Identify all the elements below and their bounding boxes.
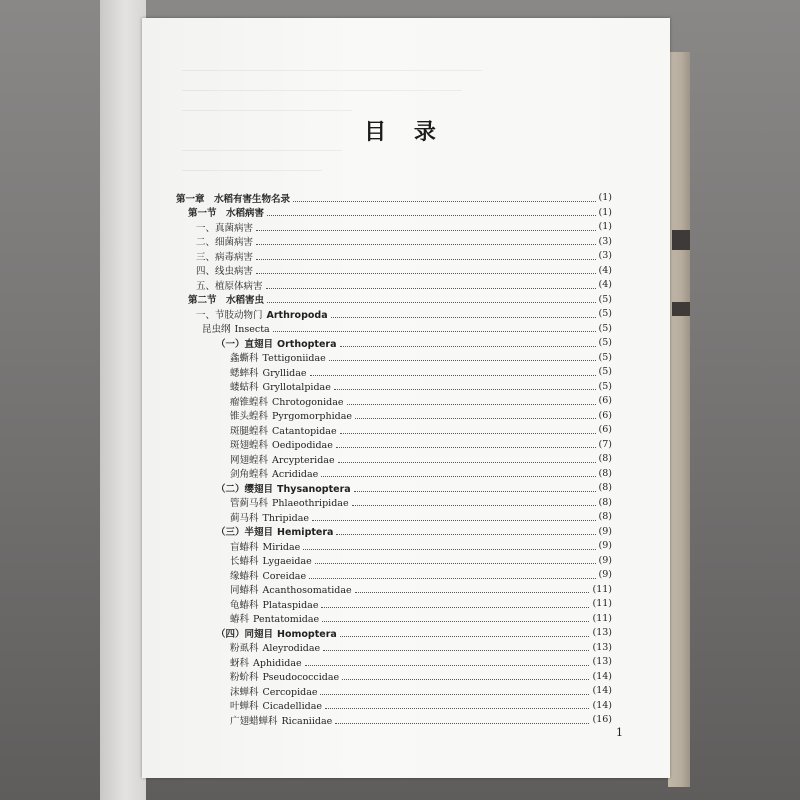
dot-leader bbox=[329, 359, 596, 361]
toc-entry bbox=[196, 248, 612, 263]
toc-entry-latin-name: Pseudococcidae bbox=[262, 672, 340, 683]
dot-leader bbox=[352, 504, 596, 506]
toc-entry-page: (11) bbox=[592, 583, 612, 595]
toc-entry-latin-name: Phlaeothripidae bbox=[272, 498, 349, 509]
toc-entry-latin-name: Gryllotalpidae bbox=[262, 382, 331, 393]
toc-entry-latin-name: Hemiptera bbox=[277, 527, 334, 538]
dot-leader bbox=[312, 519, 595, 521]
dot-leader bbox=[342, 678, 589, 680]
toc-entry-latin-name: Gryllidae bbox=[262, 367, 307, 379]
toc-entry-title: 剑角蝗科 bbox=[230, 469, 269, 480]
toc-entry bbox=[196, 306, 612, 321]
toc-entry-title: 广翅蜡蝉科 bbox=[230, 715, 278, 727]
dot-leader bbox=[256, 229, 596, 231]
toc-entry-latin-name: Pyrgomorphidae bbox=[272, 411, 352, 422]
toc-entry-title: 网翅蝗科 bbox=[230, 454, 269, 466]
toc-entry-title: 一、真菌病害 bbox=[196, 222, 254, 234]
toc-entry-title: 二、细菌病害 bbox=[196, 237, 254, 248]
toc-entry-title: 同蝽科 bbox=[230, 585, 259, 596]
toc-entry bbox=[230, 698, 612, 713]
toc-entry-latin-name: Oedipodidae bbox=[272, 440, 333, 451]
dot-leader bbox=[336, 533, 595, 535]
toc-entry-title: 第一节 水稻病害 bbox=[188, 208, 265, 219]
toc-entry-page: (6) bbox=[598, 409, 612, 421]
toc-entry bbox=[196, 263, 612, 278]
toc-entry bbox=[196, 219, 612, 234]
toc-entry-page: (5) bbox=[598, 380, 612, 392]
toc-entry-latin-name: Arthropoda bbox=[266, 309, 328, 321]
toc-entry bbox=[216, 335, 612, 350]
toc-entry bbox=[196, 277, 612, 292]
dot-leader bbox=[355, 417, 596, 419]
toc-entry-latin-name: Cicadellidae bbox=[262, 701, 322, 712]
toc-entry bbox=[230, 350, 612, 365]
toc-entry-page: (11) bbox=[592, 612, 612, 624]
dot-leader bbox=[266, 287, 596, 289]
toc-entry-page: (8) bbox=[598, 453, 612, 464]
toc-entry-page: (4) bbox=[598, 264, 612, 276]
toc-entry-title: 龟蝽科 bbox=[230, 599, 259, 611]
toc-entry-page: (9) bbox=[598, 540, 612, 551]
toc-entry-page: (13) bbox=[592, 627, 612, 638]
toc-entry-latin-name: Pentatomidae bbox=[253, 614, 320, 625]
toc-entry-title: 螽蟖科 bbox=[230, 353, 259, 364]
toc-entry-page: (5) bbox=[598, 322, 612, 334]
toc-entry-page: (16) bbox=[592, 714, 612, 725]
dot-leader bbox=[340, 432, 596, 434]
toc-entry bbox=[230, 422, 612, 437]
dot-leader bbox=[267, 301, 596, 303]
dot-leader bbox=[340, 345, 596, 347]
toc-entry-latin-name: Thysanoptera bbox=[277, 483, 351, 495]
toc-entry-title: 粉虱科 bbox=[230, 643, 259, 654]
toc-entry bbox=[230, 538, 612, 553]
toc-entry-title: 管蓟马科 bbox=[230, 498, 269, 509]
toc-entry-title: 第二节 水稻害虫 bbox=[188, 295, 265, 306]
toc-entry-title: 第一章 水稻有害生物名录 bbox=[176, 193, 291, 205]
toc-entry-title: 蝽科 bbox=[230, 614, 250, 625]
toc-entry-latin-name: Acrididae bbox=[272, 469, 319, 480]
toc-entry-latin-name: Acanthosomatidae bbox=[262, 585, 352, 596]
dot-leader bbox=[336, 446, 596, 448]
page-title: 目 录 bbox=[364, 120, 446, 145]
toc-entry bbox=[230, 408, 612, 423]
toc-entry-latin-name: Homoptera bbox=[277, 628, 337, 640]
page-number: 1 bbox=[616, 726, 623, 739]
toc-entry-title: 锥头蝗科 bbox=[230, 411, 269, 422]
dot-leader bbox=[256, 258, 596, 260]
toc-entry-latin-name: Miridae bbox=[262, 541, 301, 553]
toc-entry-page: (7) bbox=[598, 438, 612, 450]
dot-leader bbox=[321, 606, 589, 608]
dot-leader bbox=[320, 693, 589, 695]
toc-entry-latin-name: Insecta bbox=[234, 324, 270, 335]
toc-entry-latin-name: Arcypteridae bbox=[272, 454, 335, 466]
toc-entry-latin-name: Cercopidae bbox=[262, 686, 318, 698]
toc-entry-page: (9) bbox=[598, 525, 612, 537]
toc-entry-title: 盲蝽科 bbox=[230, 541, 259, 553]
toc-entry bbox=[230, 466, 612, 481]
dot-leader bbox=[293, 200, 596, 202]
toc-entry bbox=[196, 234, 612, 249]
dot-leader bbox=[334, 388, 596, 390]
toc-entry-title: （二）缨翅目 bbox=[216, 483, 274, 495]
dot-leader bbox=[256, 243, 596, 245]
toc-entry-page: (14) bbox=[592, 685, 612, 696]
dot-leader bbox=[267, 214, 596, 216]
toc-entry-page: (9) bbox=[598, 554, 612, 566]
dot-leader bbox=[323, 649, 589, 651]
dot-leader bbox=[309, 577, 595, 579]
toc-entry-title: 四、线虫病害 bbox=[196, 266, 254, 277]
dot-leader bbox=[303, 548, 595, 550]
dot-leader bbox=[256, 272, 596, 274]
toc-entry-title: 蓟马科 bbox=[230, 512, 259, 524]
dot-leader bbox=[273, 330, 596, 332]
toc-entry bbox=[216, 480, 612, 495]
toc-entry-page: (1) bbox=[598, 192, 612, 203]
toc-entry-page: (3) bbox=[598, 250, 612, 261]
toc-entry-page: (8) bbox=[598, 496, 612, 508]
toc-entry-page: (14) bbox=[592, 699, 612, 711]
toc-entry bbox=[230, 611, 612, 626]
toc-entry-page: (8) bbox=[598, 467, 612, 479]
toc-entry-latin-name: Ricaniidae bbox=[281, 715, 333, 727]
toc-entry-title: 瘤锥蝗科 bbox=[230, 396, 269, 408]
toc-entry bbox=[230, 379, 612, 394]
toc-entry bbox=[230, 712, 612, 727]
toc-entry-page: (14) bbox=[592, 670, 612, 682]
toc-entry-title: 昆虫纲 bbox=[202, 324, 231, 335]
toc-entry-title: （一）直翅目 bbox=[216, 338, 274, 350]
toc-entry bbox=[230, 567, 612, 582]
dot-leader bbox=[315, 562, 596, 564]
toc-entry-page: (9) bbox=[598, 569, 612, 580]
toc-entry-title: 斑翅蝗科 bbox=[230, 440, 269, 451]
toc-entry-page: (11) bbox=[592, 598, 612, 609]
toc-entry-page: (5) bbox=[598, 293, 612, 305]
toc-entry bbox=[230, 654, 612, 669]
toc-entry-page: (8) bbox=[598, 482, 612, 493]
toc-entry bbox=[202, 321, 612, 336]
toc-entry-page: (13) bbox=[592, 641, 612, 653]
toc-entry-page: (3) bbox=[598, 235, 612, 247]
toc-entry-page: (1) bbox=[598, 206, 612, 218]
dot-leader bbox=[354, 490, 596, 492]
toc-entry-page: (13) bbox=[592, 656, 612, 667]
toc-entry-title: 蝼蛄科 bbox=[230, 382, 259, 393]
toc-entry bbox=[230, 553, 612, 568]
toc-entry bbox=[188, 292, 612, 307]
toc-entry bbox=[230, 669, 612, 684]
toc-entry-latin-name: Lygaeidae bbox=[262, 556, 312, 567]
toc-entry-latin-name: Chrotogonidae bbox=[272, 396, 344, 408]
toc-entry-title: 三、病毒病害 bbox=[196, 251, 254, 263]
dot-leader bbox=[305, 664, 590, 666]
toc-entry bbox=[230, 437, 612, 452]
toc-entry-title: 蟋蟀科 bbox=[230, 367, 259, 379]
dot-leader bbox=[322, 620, 589, 622]
toc-entry-title: 缘蝽科 bbox=[230, 570, 259, 582]
toc-entry-title: 蚜科 bbox=[230, 657, 250, 669]
dot-leader bbox=[335, 722, 589, 724]
dot-leader bbox=[325, 707, 589, 709]
toc-entry-latin-name: Aphididae bbox=[253, 657, 302, 669]
toc-entry bbox=[216, 524, 612, 539]
toc-entry-title: 五、植原体病害 bbox=[196, 280, 263, 292]
left-page-edge bbox=[100, 0, 146, 800]
toc-entry bbox=[230, 596, 612, 611]
toc-entry bbox=[230, 640, 612, 655]
toc-entry bbox=[230, 364, 612, 379]
toc-entry-page: (8) bbox=[598, 511, 612, 522]
toc-entry bbox=[230, 683, 612, 698]
toc-entry-title: （四）同翅目 bbox=[216, 628, 274, 640]
dot-leader bbox=[347, 403, 596, 405]
dot-leader bbox=[321, 475, 595, 477]
toc-entry bbox=[216, 625, 612, 640]
toc-entry-latin-name: Coreidae bbox=[262, 570, 307, 582]
dot-leader bbox=[338, 461, 596, 463]
dot-leader bbox=[340, 635, 590, 637]
toc-entry-title: （三）半翅目 bbox=[216, 527, 274, 538]
toc-entry-page: (1) bbox=[598, 221, 612, 232]
dot-leader bbox=[355, 591, 590, 593]
toc-entry-latin-name: Orthoptera bbox=[277, 338, 337, 350]
toc-entry-page: (6) bbox=[598, 424, 612, 435]
toc-entry-title: 叶蝉科 bbox=[230, 701, 259, 712]
toc-entry-page: (5) bbox=[598, 351, 612, 363]
toc-entry-page: (5) bbox=[598, 308, 612, 319]
toc-entry-latin-name: Plataspidae bbox=[262, 599, 319, 611]
toc-entry bbox=[230, 509, 612, 524]
toc-entry-title: 长蝽科 bbox=[230, 556, 259, 567]
toc-entry bbox=[230, 451, 612, 466]
toc-entry bbox=[176, 190, 612, 205]
toc-entry-title: 沫蝉科 bbox=[230, 686, 259, 698]
toc-entry-page: (5) bbox=[598, 366, 612, 377]
toc-entry-latin-name: Thripidae bbox=[262, 512, 310, 524]
toc-entry-page: (5) bbox=[598, 337, 612, 348]
toc-entry-page: (4) bbox=[598, 279, 612, 290]
toc-entry-title: 粉蚧科 bbox=[230, 672, 259, 683]
toc-entry-page: (6) bbox=[598, 395, 612, 406]
toc-entry bbox=[188, 205, 612, 220]
toc-entry-latin-name: Catantopidae bbox=[272, 425, 337, 437]
dot-leader bbox=[310, 374, 596, 376]
book-right-edge bbox=[668, 52, 690, 787]
toc-entry-latin-name: Aleyrodidae bbox=[262, 643, 321, 654]
toc-entry-title: 一、节肢动物门 bbox=[196, 309, 263, 321]
toc-entry bbox=[230, 582, 612, 597]
toc-entry-title: 斑腿蝗科 bbox=[230, 425, 269, 437]
toc-entry bbox=[230, 495, 612, 510]
toc-entry bbox=[230, 393, 612, 408]
dot-leader bbox=[331, 316, 596, 318]
toc-entry-latin-name: Tettigoniidae bbox=[262, 353, 326, 364]
